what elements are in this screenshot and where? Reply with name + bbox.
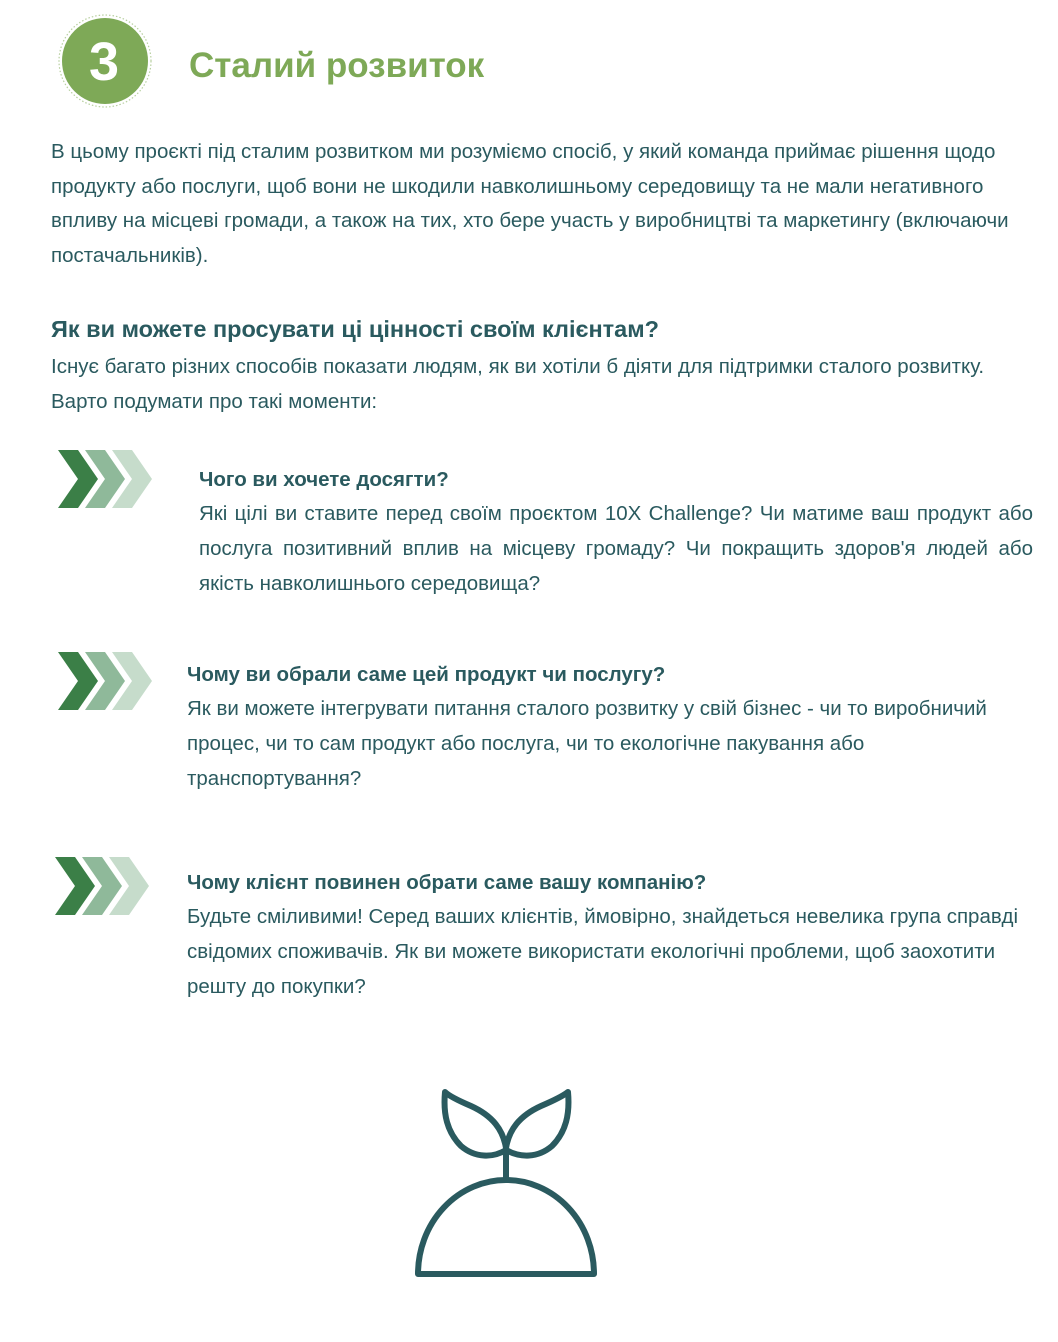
question-block-3: [187, 866, 1033, 1004]
question-title: Чому ви обрали саме цей продукт чи послугу?: [187, 663, 666, 686]
promote-paragraph: Існує багато різних способів показати людям, як ви хотіли б діяти для підтримки сталого розвитку. Варто подумати про такі моменти:: [51, 355, 985, 413]
triple-chevron-icon: [58, 652, 152, 710]
question-block-2: [187, 658, 1033, 796]
section-title: Сталий розвиток: [189, 46, 485, 85]
question-text: Як ви можете інтегрувати питання сталого розвитку у свій бізнес - чи то виробничий процес, чи то сам продукт або послуга, чи то екологічне пакування або транспортування?: [187, 697, 987, 790]
sprout-plant-icon: [413, 1088, 599, 1280]
question-title: Чого ви хочете досягти?: [199, 468, 449, 491]
badge-number: 3: [88, 32, 120, 92]
question-title: Чому клієнт повинен обрати саме вашу компанію?: [187, 871, 707, 894]
triple-chevron-icon: [55, 857, 149, 915]
section-number-badge: [58, 14, 152, 108]
intro-paragraph: В цьому проєкті під сталим розвитком ми розуміємо спосіб, у який команда приймає рішення щодо продукту або послуги, щоб вони не шкодили навколишньому середовищу та не мали негативного впливу на місцеві громади, а також на тих, хто бере участь у виробництві та маркетингу (включаючи постачальників).: [51, 140, 1009, 267]
question-text: Будьте сміливими! Серед ваших клієнтів, ймовірно, знайдеться невелика група справді свідомих споживачів. Як ви можете використати екологічні проблеми, щоб заохотити решту до покупки?: [187, 905, 1019, 998]
triple-chevron-icon: [58, 450, 152, 508]
question-text: Які цілі ви ставите перед своїм проєктом 10X Challenge? Чи матиме ваш продукт або послуга позитивний вплив на місцеву громаду? Чи покращить здоров'я людей або якість навколишнього середовища?: [199, 502, 1033, 595]
promote-heading: Як ви можете просувати ці цінності своїм клієнтам?: [51, 316, 659, 342]
question-block-1: [199, 463, 1033, 601]
